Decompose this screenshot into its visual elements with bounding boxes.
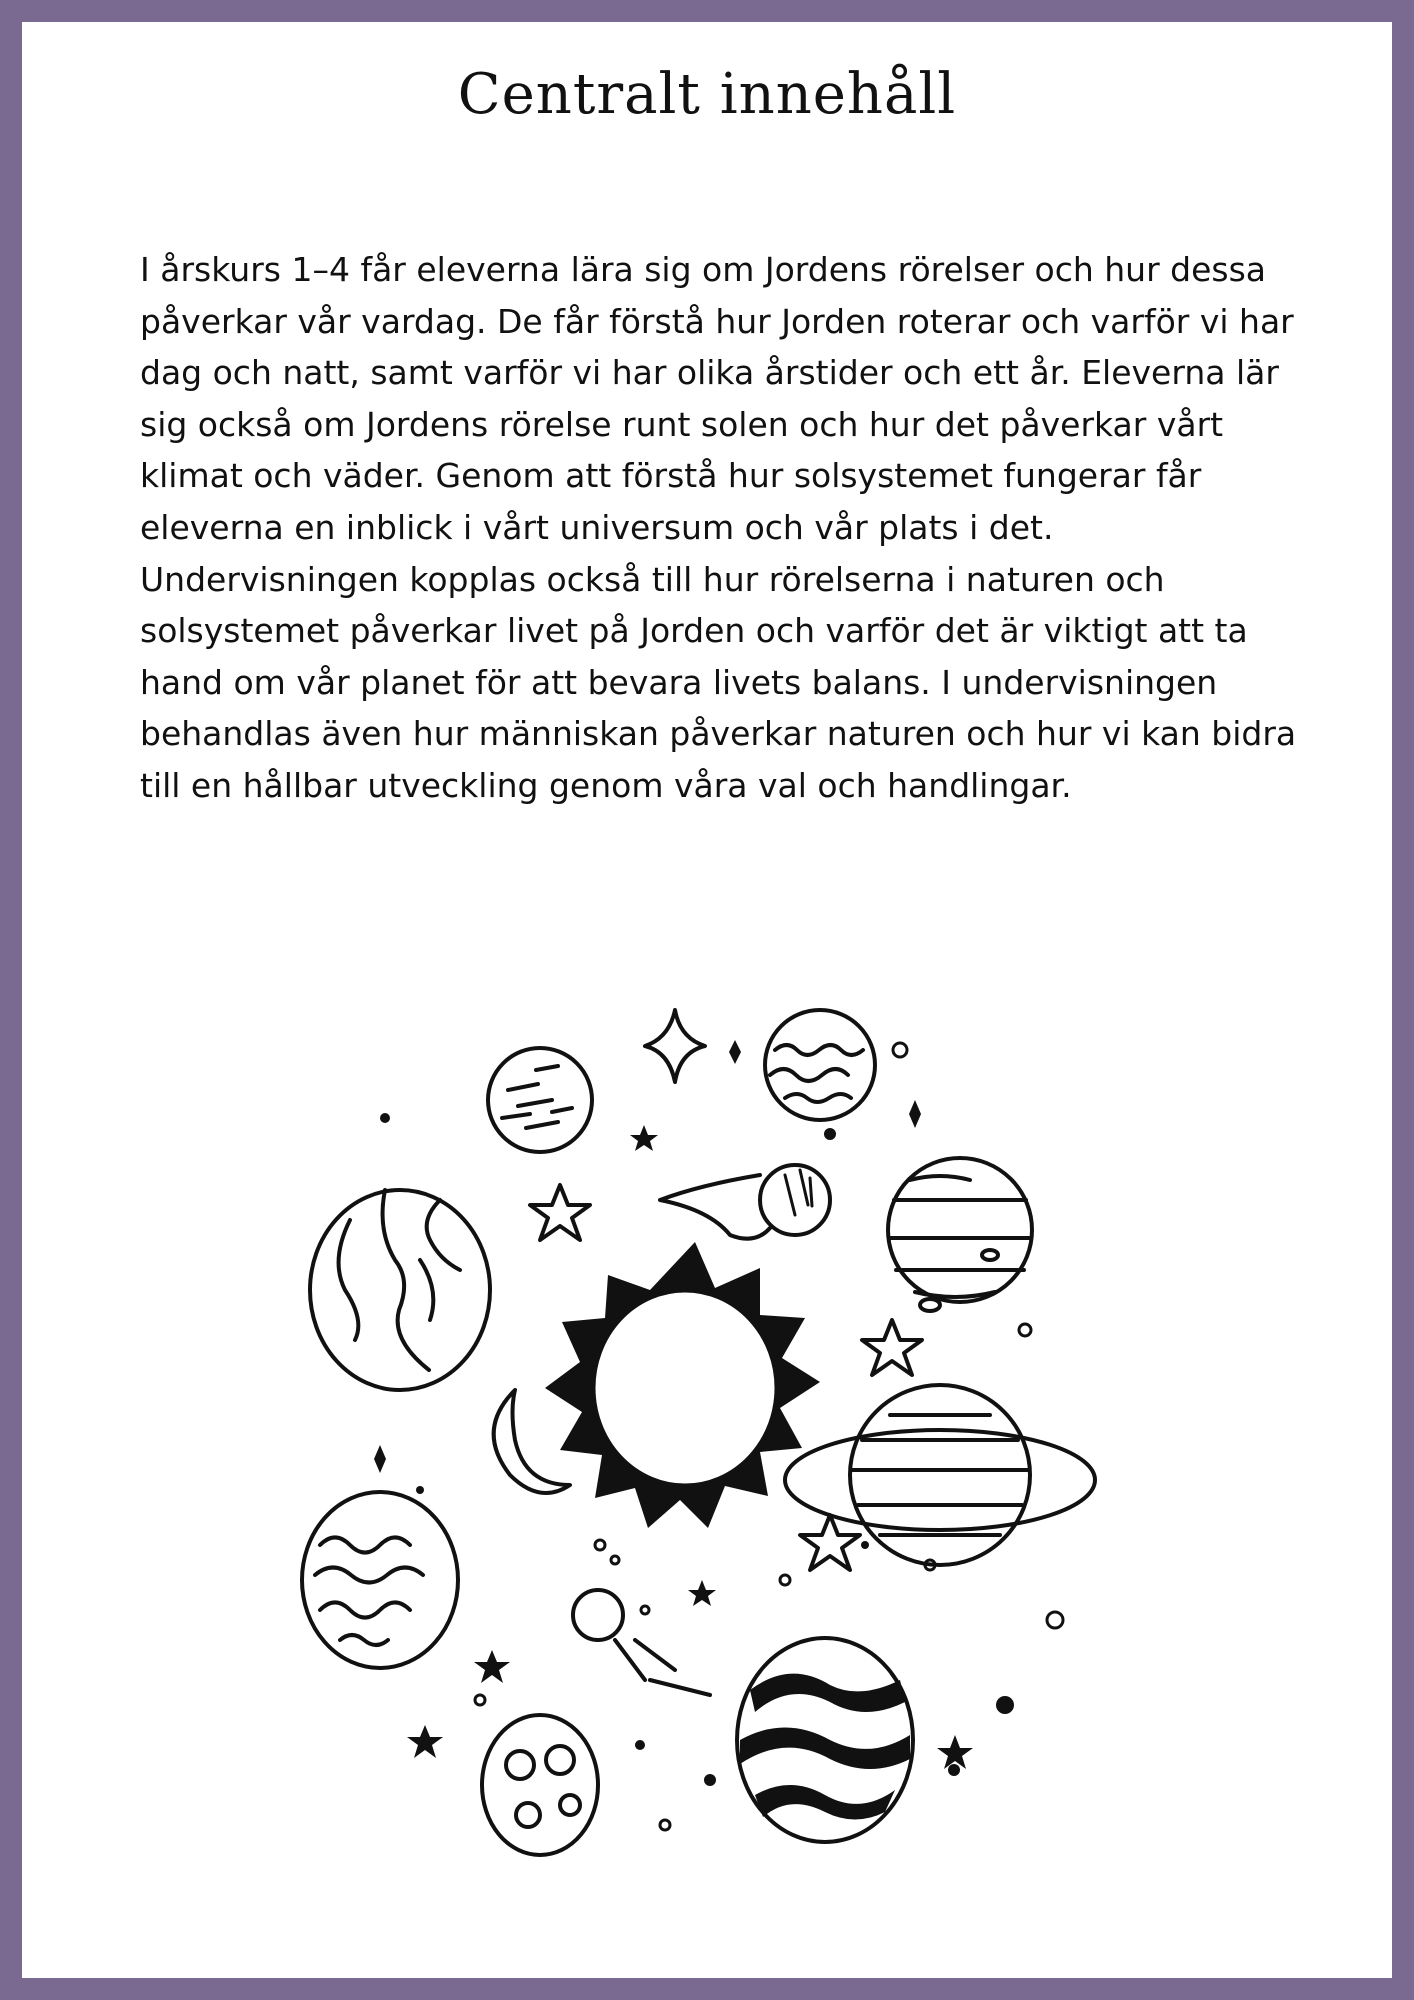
star-icon bbox=[530, 1185, 590, 1240]
body-paragraph: I årskurs 1–4 får eleverna lära sig om Jordens rörelser och hur dessa påverkar vår vardag. De får förstå hur Jorden roterar och varför vi har dag och natt, samt varför vi har olika årstider och ett år. Eleverna lär sig också om Jordens rörelse runt solen och hur det påverkar vårt klimat och väder. Genom att förstå hur solsystemet fungerar får eleverna en inblick i vårt universum och vår plats i det. Undervisningen kopplas också till hur rörelserna i naturen och solsystemet påverkar livet på Jorden och varför det är viktigt att ta hand om vår planet för att bevara livets balans. I undervisningen behandlas även hur människan påverkar naturen och hur vi kan bidra till en hållbar utveckling genom våra val och handlingar. bbox=[140, 250, 1297, 805]
star-icon bbox=[800, 1515, 860, 1570]
comet-icon bbox=[660, 1165, 830, 1239]
solar-system-illustration bbox=[290, 1000, 1130, 1860]
planet-icon bbox=[482, 1715, 598, 1855]
sparkle-icon bbox=[645, 1010, 705, 1082]
planet-icon bbox=[310, 1190, 490, 1390]
planet-icon bbox=[488, 1048, 592, 1152]
page-title: Centralt innehåll bbox=[457, 62, 957, 127]
sun-icon bbox=[545, 1242, 820, 1528]
planet-icon bbox=[302, 1492, 458, 1668]
moon-icon bbox=[494, 1390, 570, 1493]
star-icon bbox=[862, 1320, 922, 1375]
planet-icon bbox=[888, 1158, 1032, 1311]
planet-icon bbox=[737, 1638, 913, 1842]
planet-icon bbox=[765, 1010, 875, 1120]
planet-icon bbox=[573, 1590, 710, 1695]
ringed-planet-icon bbox=[785, 1385, 1095, 1565]
